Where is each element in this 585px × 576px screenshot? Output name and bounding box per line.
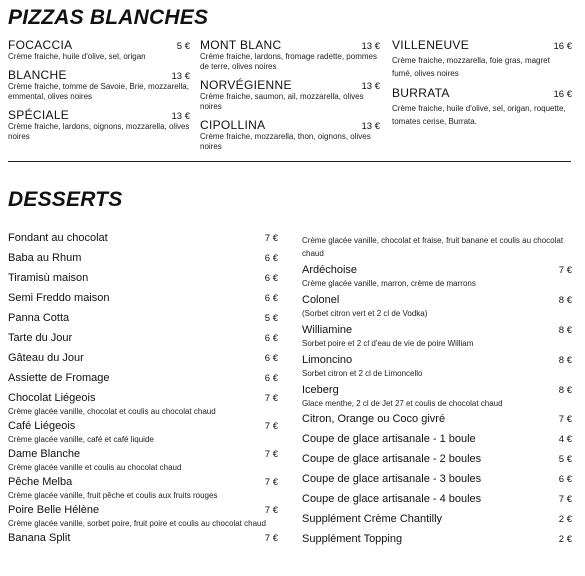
dessert-item [8, 504, 278, 529]
dessert-name: Semi Freddo maison [8, 292, 110, 304]
pizza-description: Crème fraiche, mozzarella, foie gras, magret fumé, olives noires [392, 56, 550, 78]
pizza-column-3 [392, 38, 572, 134]
pizza-price: 5 € [176, 41, 190, 52]
banana-split-description: Crème glacée vanille, chocolat et fraise, fruit banane et coulis au chocolat chaud [302, 236, 564, 258]
pizza-price: 13 € [361, 121, 380, 132]
pizza-description: Crème fraiche, tomme de Savoie, Brie, mozzarella, emmental, olives noires [8, 82, 189, 101]
pizza-description: Crème fraiche, lardons, oignons, mozzarella, olives noires [8, 122, 190, 141]
dessert-item [8, 372, 278, 389]
pizza-description: Crème fraiche, mozzarella, thon, oignons, olives noires [200, 132, 371, 151]
dessert-name: Ardéchoise [302, 264, 358, 276]
desserts-column-left [8, 232, 278, 549]
pizza-name: VILLENEUVE [392, 38, 470, 52]
pizza-column-2 [200, 38, 380, 158]
desserts-column-right [302, 232, 572, 550]
dessert-description: Sorbet citron et 2 cl de Limoncello [302, 369, 423, 378]
dessert-item [8, 352, 278, 369]
dessert-item [8, 392, 278, 417]
dessert-description: Crème glacée vanille, chocolat et coulis au chocolat chaud [8, 407, 216, 416]
dessert-name: Panna Cotta [8, 312, 70, 324]
dessert-item [302, 493, 572, 510]
dessert-item [302, 533, 572, 550]
pizza-name: BLANCHE [8, 68, 67, 82]
pizza-item [200, 78, 380, 112]
pizza-column-1 [8, 38, 190, 148]
dessert-item [8, 232, 278, 249]
dessert-name: Coupe de glace artisanale - 2 boules [302, 453, 482, 465]
pizza-price: 13 € [361, 41, 380, 52]
dessert-price: 6 € [264, 253, 278, 264]
pizza-price: 16 € [553, 41, 572, 52]
dessert-price: 7 € [264, 533, 278, 544]
dessert-price: 7 € [264, 449, 278, 460]
dessert-price: 8 € [558, 295, 572, 306]
dessert-price: 5 € [558, 454, 572, 465]
dessert-price: 7 € [558, 414, 572, 425]
dessert-item [302, 513, 572, 530]
dessert-item [302, 433, 572, 450]
dessert-item [302, 294, 572, 319]
dessert-name: Gâteau du Jour [8, 352, 84, 364]
dessert-price: 6 € [264, 333, 278, 344]
dessert-price: 6 € [264, 353, 278, 364]
dessert-price: 6 € [264, 293, 278, 304]
dessert-price: 6 € [264, 373, 278, 384]
pizza-item [8, 108, 190, 142]
dessert-description: (Sorbet citron vert et 2 cl de Vodka) [302, 309, 428, 318]
dessert-name: Café Liégeois [8, 420, 76, 432]
dessert-item [8, 312, 278, 329]
dessert-description: Crème glacée vanille, sorbet poire, fruit poire et coulis au chocolat chaud [8, 519, 266, 528]
pizza-name: SPÉCIALE [8, 108, 70, 122]
dessert-price: 8 € [558, 355, 572, 366]
dessert-item [8, 532, 278, 549]
dessert-name: Williamine [302, 324, 353, 336]
dessert-price: 7 € [558, 265, 572, 276]
dessert-name: Supplément Crème Chantilly [302, 513, 443, 525]
pizzas-section-title: PIZZAS BLANCHES [8, 6, 209, 29]
dessert-price: 2 € [558, 534, 572, 545]
dessert-item [302, 413, 572, 430]
dessert-name: Limoncino [302, 354, 353, 366]
dessert-description: Glace menthe, 2 cl de Jet 27 et coulis de chocolat chaud [302, 399, 503, 408]
dessert-description: Sorbet poire et 2 cl d'eau de vie de poire William [302, 339, 474, 348]
dessert-price: 2 € [558, 514, 572, 525]
dessert-price: 8 € [558, 385, 572, 396]
dessert-name: Colonel [302, 294, 340, 306]
dessert-price: 7 € [264, 393, 278, 404]
dessert-price: 6 € [558, 474, 572, 485]
dessert-price: 7 € [264, 477, 278, 488]
dessert-price: 8 € [558, 325, 572, 336]
dessert-name: Poire Belle Hélène [8, 504, 100, 516]
dessert-name: Iceberg [302, 384, 339, 396]
dessert-item [8, 332, 278, 349]
dessert-price: 6 € [264, 273, 278, 284]
dessert-price: 7 € [558, 494, 572, 505]
dessert-item [302, 264, 572, 289]
pizza-price: 13 € [171, 111, 190, 122]
dessert-name: Baba au Rhum [8, 252, 82, 264]
dessert-price: 7 € [264, 505, 278, 516]
dessert-name: Citron, Orange ou Coco givré [302, 413, 446, 425]
dessert-item [8, 420, 278, 445]
dessert-item [302, 384, 572, 409]
dessert-item [8, 292, 278, 309]
dessert-price: 7 € [264, 421, 278, 432]
dessert-price: 4 € [558, 434, 572, 445]
pizza-price: 13 € [361, 81, 380, 92]
dessert-description: Crème glacée vanille, fruit pêche et coulis aux fruits rouges [8, 491, 218, 500]
dessert-item [302, 453, 572, 470]
dessert-name: Coupe de glace artisanale - 4 boules [302, 493, 482, 505]
dessert-item [8, 476, 278, 501]
pizza-description: Crème fraiche, huile d'olive, sel, origan [8, 52, 146, 61]
dessert-name: Coupe de glace artisanale - 3 boules [302, 473, 482, 485]
pizza-name: BURRATA [392, 86, 450, 100]
dessert-name: Assiette de Fromage [8, 372, 110, 384]
pizza-name: NORVÉGIENNE [200, 78, 292, 92]
pizza-name: CIPOLLINA [200, 118, 266, 132]
pizza-price: 13 € [171, 71, 190, 82]
dessert-item [8, 448, 278, 473]
dessert-name: Chocolat Liégeois [8, 392, 96, 404]
pizza-name: MONT BLANC [200, 38, 282, 52]
pizza-description: Crème fraiche, huile d'olive, sel, origan, roquette, tomates cerise, Burrata. [392, 104, 566, 126]
pizza-name: FOCACCIA [8, 38, 73, 52]
dessert-name: Dame Blanche [8, 448, 81, 460]
dessert-price: 5 € [264, 313, 278, 324]
pizza-item [200, 38, 380, 72]
dessert-price: 7 € [264, 233, 278, 244]
dessert-name: Fondant au chocolat [8, 232, 108, 244]
dessert-name: Tarte du Jour [8, 332, 73, 344]
dessert-description: Crème glacée vanille, marron, crème de marrons [302, 279, 476, 288]
pizza-item [200, 118, 380, 152]
dessert-item [8, 252, 278, 269]
pizza-description: Crème fraiche, saumon, ail, mozzarella, olives noires [200, 92, 364, 111]
pizza-item [8, 38, 190, 62]
dessert-item [302, 324, 572, 349]
dessert-description: Crème glacée vanille et coulis au chocolat chaud [8, 463, 182, 472]
dessert-name: Pêche Melba [8, 476, 73, 488]
pizza-price: 16 € [553, 89, 572, 100]
pizza-description: Crème fraiche, lardons, fromage radette, pommes de terre, olives noires [200, 52, 377, 71]
desserts-section-title: DESSERTS [8, 188, 123, 211]
dessert-name: Banana Split [8, 532, 71, 544]
dessert-item [302, 473, 572, 490]
dessert-name: Tiramisù maison [8, 272, 89, 284]
dessert-name: Coupe de glace artisanale - 1 boule [302, 433, 476, 445]
pizza-item [392, 38, 572, 80]
pizza-item [392, 86, 572, 128]
dessert-name: Supplément Topping [302, 533, 403, 545]
pizza-item [8, 68, 190, 102]
dessert-item [302, 354, 572, 379]
dessert-description: Crème glacée vanille, café et café liquide [8, 435, 154, 444]
dessert-item [8, 272, 278, 289]
section-divider [8, 161, 571, 162]
